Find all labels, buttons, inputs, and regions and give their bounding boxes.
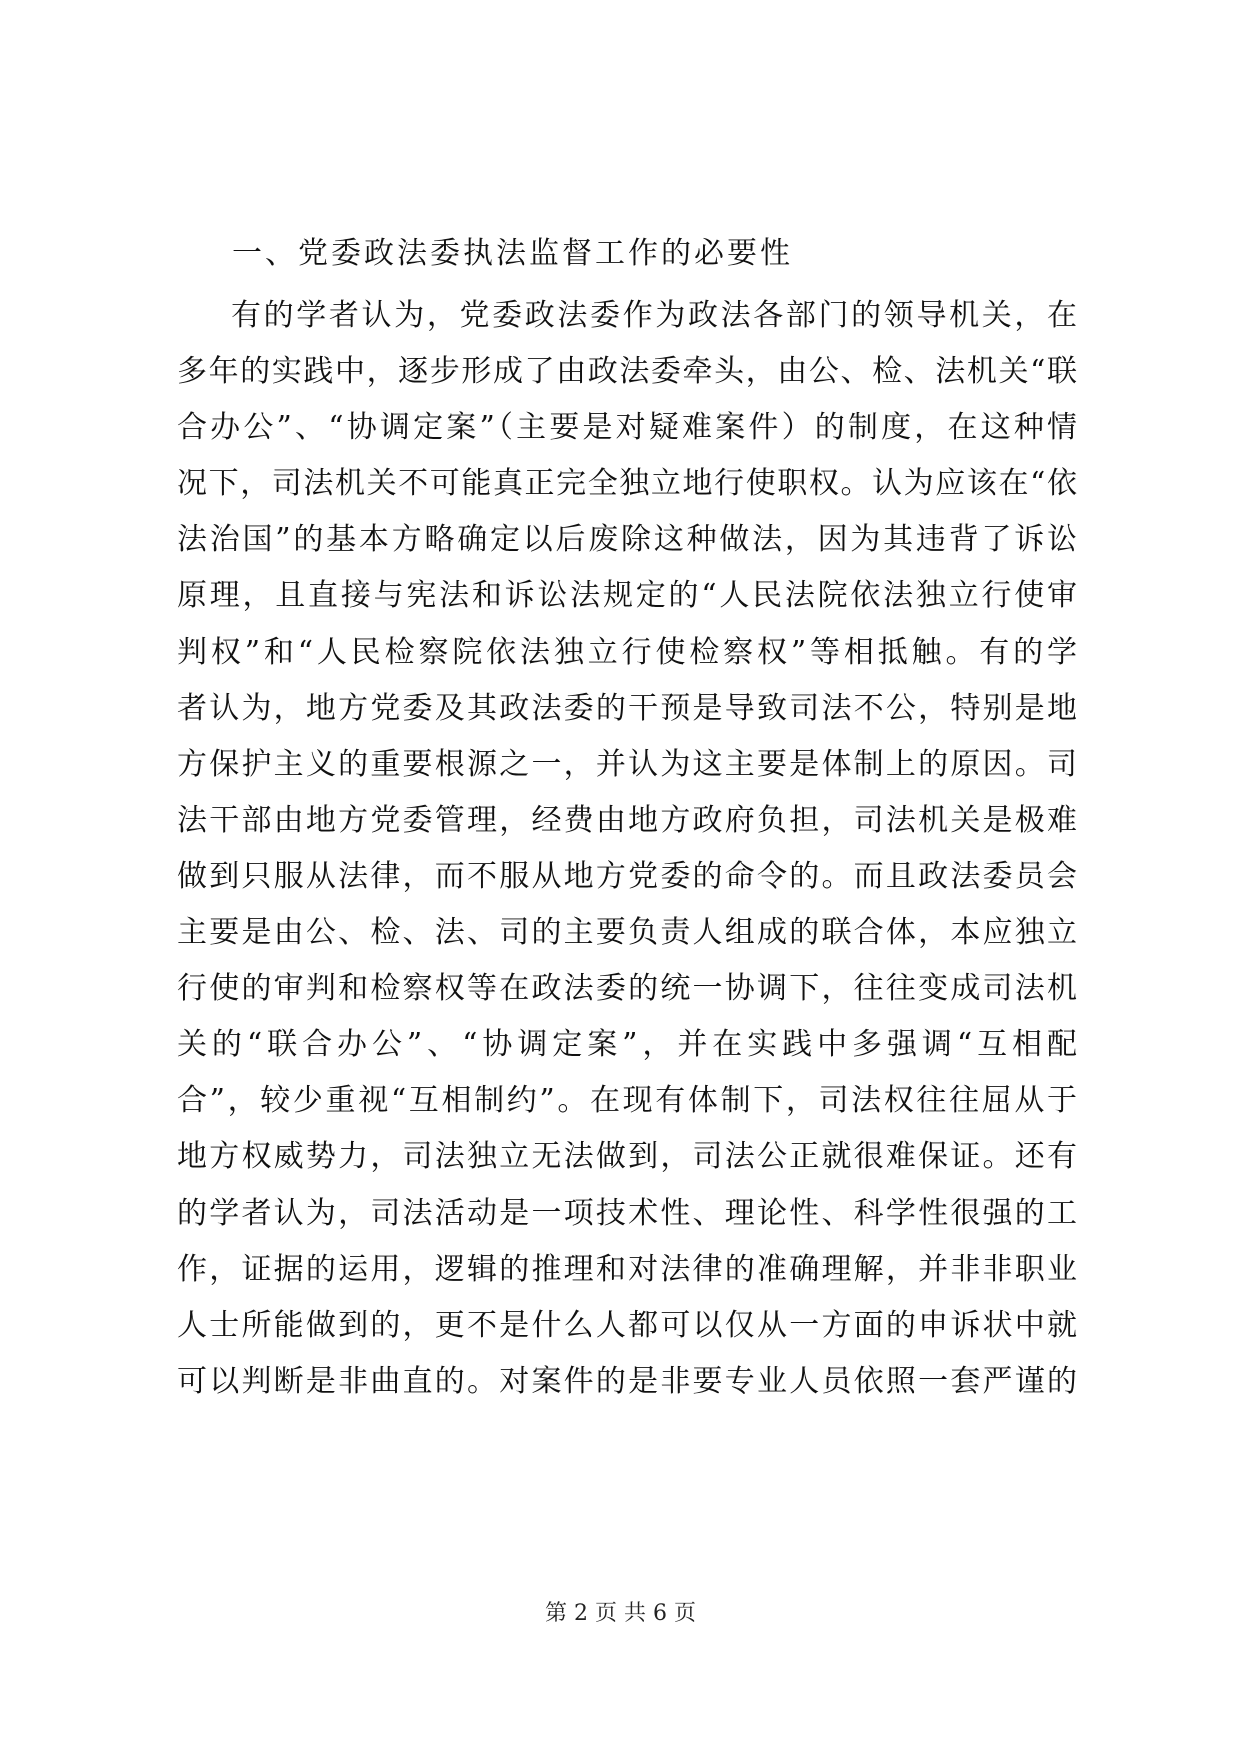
paragraph-line: 有的学者认为，党委政法委作为政法各部门的领导机关，在: [231, 298, 1077, 333]
paragraph-line: 者认为，地方党委及其政法委的干预是导致司法不公，特别是地: [177, 690, 1077, 726]
section-heading: 一、党委政法委执法监督工作的必要性: [232, 236, 793, 271]
paragraph-line: 法治国”的基本方略确定以后废除这种做法，因为其违背了诉讼: [177, 522, 1077, 558]
paragraph-line: 的学者认为，司法活动是一项技术性、理论性、科学性很强的工: [177, 1195, 1077, 1231]
paragraph-line: 作，证据的运用，逻辑的推理和对法律的准确理解，并非非职业: [177, 1251, 1077, 1287]
body-paragraph: [177, 288, 1077, 1410]
paragraph-line: 合”，较少重视“互相制约”。在现有体制下，司法权往往屈从于: [177, 1083, 1077, 1119]
paragraph-line: 人士所能做到的，更不是什么人都可以仅从一方面的申诉状中就: [177, 1307, 1077, 1343]
page-number-footer: 第 2 页 共 6 页: [545, 1601, 696, 1626]
paragraph-line: 行使的审判和检察权等在政法委的统一协调下，往往变成司法机: [177, 971, 1077, 1007]
paragraph-line: 多年的实践中，逐步形成了由政法委牵头，由公、检、法机关“联: [177, 354, 1077, 390]
paragraph-line: 判权”和“人民检察院依法独立行使检察权”等相抵触。有的学: [177, 634, 1077, 670]
paragraph-line: 方保护主义的重要根源之一，并认为这主要是体制上的原因。司: [177, 746, 1077, 782]
paragraph-line: 合办公”、“协调定案”（主要是对疑难案件）的制度，在这种情: [177, 410, 1077, 446]
paragraph-line: 法干部由地方党委管理，经费由地方政府负担，司法机关是极难: [177, 802, 1077, 838]
paragraph-line: 地方权威势力，司法独立无法做到，司法公正就很难保证。还有: [177, 1139, 1077, 1175]
paragraph-line: 况下，司法机关不可能真正完全独立地行使职权。认为应该在“依: [177, 466, 1077, 502]
paragraph-line: 主要是由公、检、法、司的主要负责人组成的联合体，本应独立: [177, 915, 1077, 951]
paragraph-line: 可以判断是非曲直的。对案件的是非要专业人员依照一套严谨的: [177, 1363, 1077, 1399]
paragraph-line: 做到只服从法律，而不服从地方党委的命令的。而且政法委员会: [177, 858, 1077, 894]
paragraph-line: 原理，且直接与宪法和诉讼法规定的“人民法院依法独立行使审: [177, 578, 1077, 614]
paragraph-line: 关的“联合办公”、“协调定案”，并在实践中多强调“互相配: [177, 1027, 1077, 1063]
